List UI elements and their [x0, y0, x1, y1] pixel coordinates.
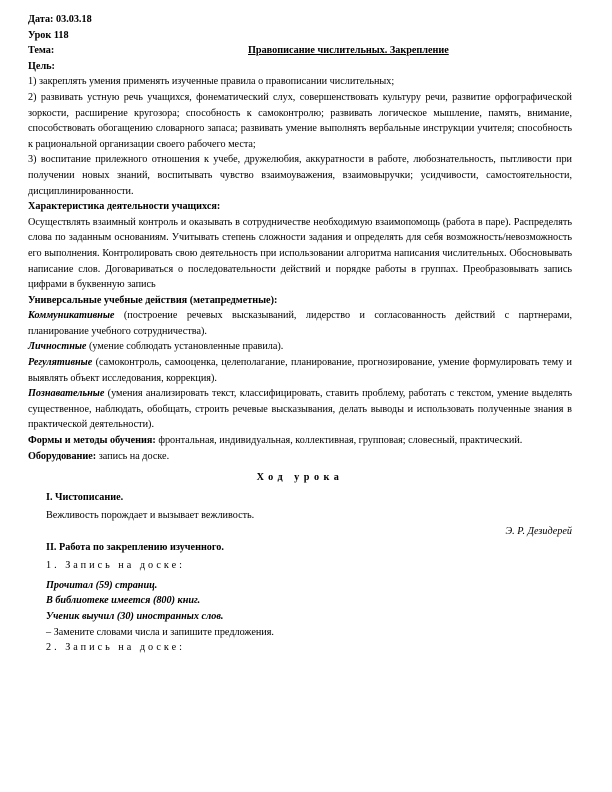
quote-author: Э. Р. Дезидерей [505, 526, 572, 537]
uud-item [28, 339, 572, 355]
lesson-body [28, 490, 572, 656]
goal-item: 2) развивать устную речь учащихся, фонематический слух, совершенствовать культуру речи, развитие орфографической зоркости, расширение кругозора; способность к самоконтролю; развивать логическое мышление, память, внимание, способствовать обогащению словарного запаса; развивать умение выполнять вербальные инструкции учителя; способность к рациональной организации своего рабочего места; [28, 91, 572, 150]
section-handwriting: I. Чистописание. [46, 491, 124, 503]
goal-label: Цель: [28, 60, 55, 72]
handwriting-quote: Вежливость порождает и вызывает вежливость. [46, 510, 255, 522]
uud-text: (самоконтроль, самооценка, целеполагание, планирование, прогнозирование, умение формулировать тему и выявлять объект исследования, коррекция). [28, 357, 572, 384]
uud-term: Личностные [28, 341, 87, 353]
board-line: Прочитал (59) страниц. [46, 579, 158, 591]
forms-label: Формы и методы обучения: [28, 435, 156, 447]
uud-text: (умения анализировать текст, классифицировать, ставить проблему, работать с текстом, умение выделять существенное, наблюдать, обобщать, строить речевые высказывания, делать выводы и использовать полученные знания в практической деятельности). [28, 388, 572, 431]
lesson-number: Урок 118 [28, 29, 69, 41]
board-line: В библиотеке имеется (800) книг. [46, 595, 201, 607]
goal-item: 3) воспитание прилежного отношения к учебе, дружелюбия, аккуратности в работе, любознательность, пытливости при получении новых знаний, воспитывать чувство взаимоуважения, взаимовыручки; усидчивости, самостоятельности, дисциплинированности. [28, 154, 572, 197]
topic-title: Правописание числительных. Закрепление [248, 45, 449, 57]
lesson-flow-title: Ход урока [256, 472, 344, 484]
uud-text: (построение речевых высказываний, лидерство и согласованность действий с партнерами, планирование учебного сотрудничества). [28, 310, 572, 337]
topic-row [28, 43, 572, 59]
task-2-title: 2. Запись на доске: [46, 642, 185, 654]
forms-text: фронтальная, индивидуальная, коллективная, групповая; словесный, практический. [155, 435, 523, 447]
uud-title: Универсальные учебные действия (метапредметные): [28, 294, 278, 306]
uud-text: (умение соблюдать установленные правила). [86, 341, 284, 353]
uud-item [28, 308, 572, 339]
lesson-date: Дата: 03.03.18 [28, 14, 92, 25]
task-1-title: 1. Запись на доске: [46, 560, 185, 572]
goal-item: 1) закреплять умения применять изученные правила о правописании числительных; [28, 76, 395, 88]
characteristics-text: Осуществлять взаимный контроль и оказывать в сотрудничестве необходимую взаимопомощь (работа в паре). Распределять слова по заданным основаниям. Учитывать степень сложности задания и определять для себя возможность/невозможность его выполнения. Контролировать свою деятельность при использовании алгоритма написания числительных. Обосновывать написание слов. Договариваться о последовательности действий и порядке работы в группах. Преобразовывать запись цифрами в буквенную запись [28, 216, 572, 291]
uud-term: Познавательные [28, 388, 105, 400]
uud-term: Регулятивные [28, 357, 93, 369]
section-consolidation: II. Работа по закреплению изученного. [46, 541, 224, 553]
characteristics-title: Характеристика деятельности учащихся: [28, 201, 221, 213]
uud-item [28, 386, 572, 433]
uud-term: Коммуникативные [28, 310, 115, 322]
equipment-label: Оборудование: [28, 450, 97, 462]
forms-methods [28, 433, 572, 449]
document-page [28, 12, 572, 656]
equipment-text: запись на доске. [96, 450, 170, 462]
equipment [28, 449, 572, 465]
task-1-instruction: – Замените словами числа и запишите предложения. [46, 626, 274, 638]
board-line: Ученик выучил (30) иностранных слов. [46, 610, 224, 622]
topic-label: Тема: [28, 45, 55, 57]
uud-item [28, 355, 572, 386]
